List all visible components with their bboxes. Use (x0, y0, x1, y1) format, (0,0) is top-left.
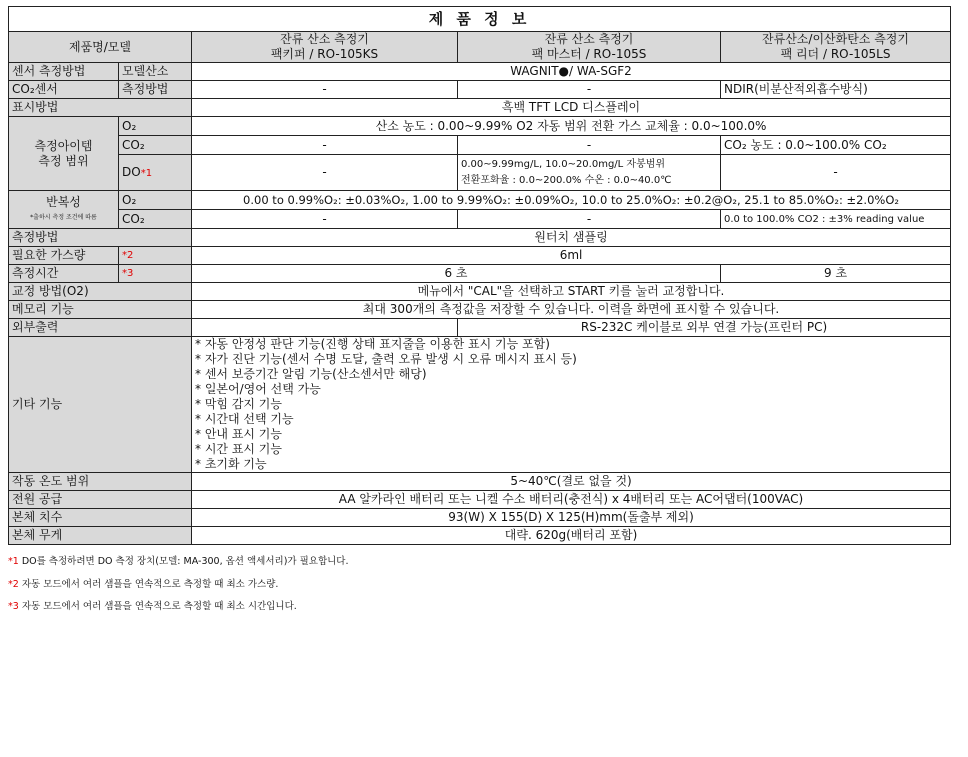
weight-label: 본체 무게 (9, 527, 192, 545)
co2-sensor-value-2: - (458, 81, 721, 99)
repeat-co2-value-3: 0.0 to 100.0% CO2 : ±3% reading value (721, 210, 951, 229)
memory-value: 최대 300개의 측정값을 저장할 수 있습니다. 이력을 화면에 표시할 수 있습니다. (192, 301, 951, 319)
output-value-23: RS-232C 케이블로 외부 연결 가능(프린터 PC) (458, 319, 951, 337)
measure-co2-label: CO₂ (119, 136, 192, 155)
measure-do-value-2 (458, 155, 721, 191)
footnotes (8, 551, 950, 619)
repeatability-title: 반복성 (46, 194, 81, 209)
other-features (192, 337, 951, 473)
power-value: AA 알카라인 배터리 또는 니켈 수소 배터리(충전식) x 4배터리 또는 AC어댑터(100VAC) (192, 491, 951, 509)
co2-sensor-row (9, 81, 951, 99)
page-title: 제 품 정 보 (9, 7, 951, 32)
repeat-o2-value: 0.00 to 0.99%O₂: ±0.03%O₂, 1.00 to 9.99%O₂: ±0.09%O₂, 10.0 to 25.0%O₂: ±0.2@O₂, 25.1 to 85.0%O₂: ±2.0%O₂ (192, 191, 951, 210)
repeat-co2-value-1: - (192, 210, 458, 229)
measure-co2-value-1: - (192, 136, 458, 155)
time-value-12: 6 초 (192, 265, 721, 283)
weight-row (9, 527, 951, 545)
model-code-1: 팩키퍼 / RO-105KS (270, 47, 379, 61)
sensor-sub-label: 모델산소 (119, 63, 192, 81)
feature-item: * 안내 표시 기능 (195, 427, 282, 441)
power-row (9, 491, 951, 509)
repeat-o2-row (9, 191, 951, 210)
sensor-value: WAGNIT●/ WA-SGF2 (192, 63, 951, 81)
output-value-1 (192, 319, 458, 337)
sensor-row (9, 63, 951, 81)
measure-o2-row (9, 117, 951, 136)
gas-value: 6ml (192, 247, 951, 265)
power-label: 전원 공급 (9, 491, 192, 509)
measure-co2-value-3: CO₂ 농도 : 0.0~100.0% CO₂ (721, 136, 951, 155)
do-label-text: DO (122, 164, 141, 179)
repeat-co2-label: CO₂ (119, 210, 192, 229)
feature-item: * 자동 안정성 판단 기능(진행 상태 표지줄을 이용한 표시 기능 포함) (195, 337, 550, 351)
model-header-1 (192, 32, 458, 63)
time-label: 측정시간 (9, 265, 119, 283)
footnote-1 (8, 551, 950, 574)
calib-row (9, 283, 951, 301)
memory-row (9, 301, 951, 319)
dims-label: 본체 치수 (9, 509, 192, 527)
measure-range-sublabel: 측정 범위 (38, 153, 89, 168)
temp-label: 작동 온도 범위 (9, 473, 192, 491)
footnote-text: DO를 측정하려면 DO 측정 장치(모델: MA-300, 옵션 액세서리)가 필요합니다. (18, 556, 349, 567)
measure-item-label: 측정아이템 (34, 138, 93, 153)
measure-co2-value-2: - (458, 136, 721, 155)
display-label: 표시방법 (9, 99, 192, 117)
output-label: 외부출력 (9, 319, 192, 337)
measure-do-value-3: - (721, 155, 951, 191)
dims-value: 93(W) X 155(D) X 125(H)mm(돌출부 제외) (192, 509, 951, 527)
memory-label: 메모리 기능 (9, 301, 192, 319)
feature-item: * 막힘 감지 기능 (195, 397, 282, 411)
model-name-1: 잔류 산소 측정기 (280, 32, 369, 46)
do-range-line-1: 0.00~9.99mg/L, 10.0~20.0mg/L 자봉범위 (461, 158, 666, 170)
measure-o2-value: 산소 농도 : 0.00~9.99% O2 자동 범위 전환 가스 교체율 : 0.0~100.0% (192, 117, 951, 136)
method-row (9, 229, 951, 247)
measure-do-value-1: - (192, 155, 458, 191)
other-label: 기타 기능 (9, 337, 192, 473)
header-row (9, 32, 951, 63)
feature-item: * 센서 보증기간 알림 기능(산소센서만 해당) (195, 367, 427, 381)
feature-item: * 일본어/영어 선택 가능 (195, 382, 321, 396)
method-value: 원터치 샘플링 (192, 229, 951, 247)
co2-sensor-sub-label: 측정방법 (119, 81, 192, 99)
feature-item: * 시간 표시 기능 (195, 442, 282, 456)
other-row (9, 337, 951, 473)
model-header-2 (458, 32, 721, 63)
repeat-o2-label: O₂ (119, 191, 192, 210)
footnote-mark: *1 (8, 556, 19, 567)
footnote-mark: *3 (8, 601, 19, 612)
co2-sensor-label: CO₂센서 (9, 81, 119, 99)
dims-row (9, 509, 951, 527)
model-header-3 (721, 32, 951, 63)
co2-sensor-value-3: NDIR(비분산적외흡수방식) (721, 81, 951, 99)
product-model-label: 제품명/모델 (9, 32, 192, 63)
method-label: 측정방법 (9, 229, 192, 247)
output-row (9, 319, 951, 337)
repeat-co2-value-2: - (458, 210, 721, 229)
display-row (9, 99, 951, 117)
repeat-co2-row (9, 210, 951, 229)
gas-label: 필요한 가스량 (9, 247, 119, 265)
spec-sheet (8, 6, 950, 619)
feature-item: * 시간대 선택 기능 (195, 412, 294, 426)
measure-do-label (119, 155, 192, 191)
model-name-2: 잔류 산소 측정기 (544, 32, 634, 46)
calib-label: 교정 방법(O2) (9, 283, 192, 301)
footnote-text: 자동 모드에서 여러 샘플을 연속적으로 측정할 때 최소 가스량. (18, 578, 279, 590)
time-footnote-mark: *3 (119, 265, 192, 283)
model-code-2: 팩 마스터 / RO-105S (531, 47, 647, 61)
repeatability-note: *출하시 측정 조건에 따름 (30, 213, 97, 221)
gas-footnote-mark: *2 (119, 247, 192, 265)
sensor-label: 센서 측정방법 (9, 63, 119, 81)
measure-range-label (9, 117, 119, 191)
time-value-3: 9 초 (721, 265, 951, 283)
measure-o2-label: O₂ (119, 117, 192, 136)
time-row (9, 265, 951, 283)
feature-item: * 자가 진단 기능(센서 수명 도달, 출력 오류 발생 시 오류 메시지 표시 등) (195, 352, 577, 366)
measure-do-row (9, 155, 951, 191)
footnote-mark: *2 (8, 578, 19, 590)
measure-co2-row (9, 136, 951, 155)
temp-row (9, 473, 951, 491)
title-row (9, 7, 951, 32)
footnote-2 (8, 574, 950, 597)
footnote-3 (8, 596, 950, 619)
do-range-line-2: 전환포화율 : 0.0~200.0% 수온 : 0.0~40.0℃ (461, 174, 672, 186)
model-code-3: 팩 리더 / RO-105LS (780, 47, 891, 61)
co2-sensor-value-1: - (192, 81, 458, 99)
weight-value: 대략. 620g(배터리 포함) (192, 527, 951, 545)
temp-value: 5~40℃(결로 없을 것) (192, 473, 951, 491)
spec-table (8, 6, 951, 545)
do-footnote-mark: *1 (140, 167, 153, 179)
footnote-text: 자동 모드에서 여러 샘플을 연속적으로 측정할 때 최소 시간입니다. (18, 601, 297, 612)
gas-row (9, 247, 951, 265)
display-value: 흑백 TFT LCD 디스플레이 (192, 99, 951, 117)
repeatability-label (9, 191, 119, 229)
feature-item: * 초기화 기능 (195, 457, 267, 471)
calib-value: 메뉴에서 "CAL"을 선택하고 START 키를 눌러 교정합니다. (192, 283, 951, 301)
model-name-3: 잔류산소/이산화탄소 측정기 (762, 32, 909, 46)
